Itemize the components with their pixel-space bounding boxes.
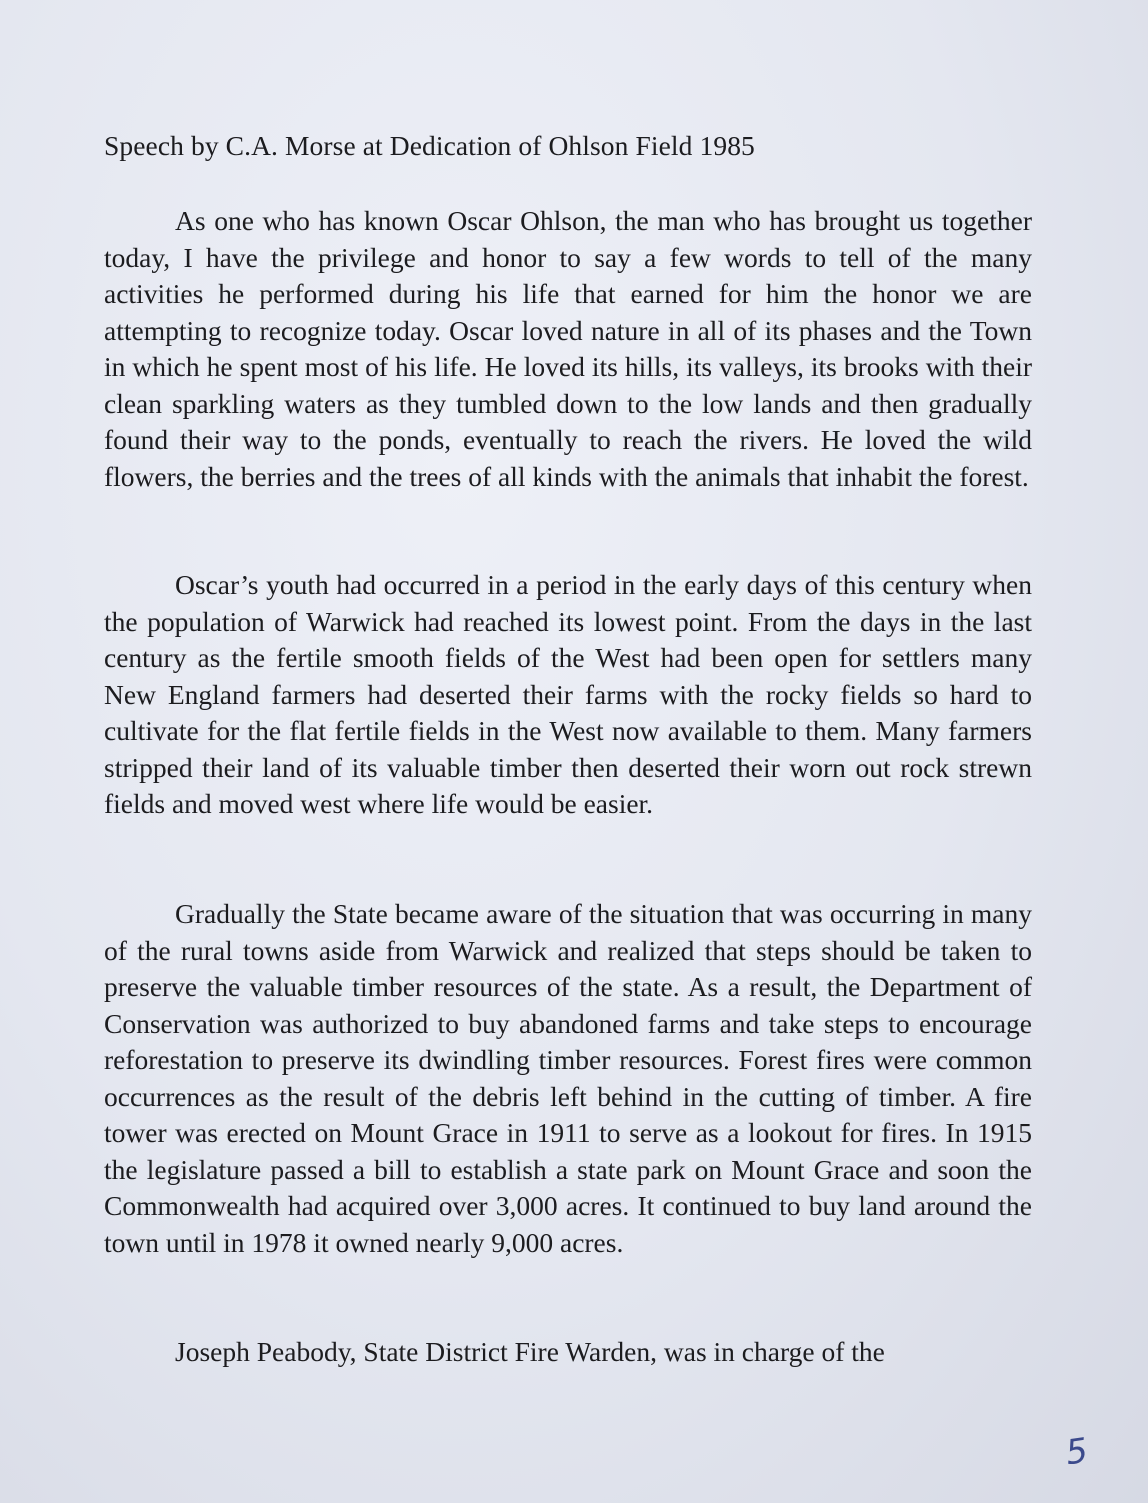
paragraph-3: Gradually the State became aware of the situation that was occurring in many of the rural towns aside from Warwick and realized that steps should be taken to preserve the valuable timber resources of the state. As a result, the Department of Conservation was authorized to buy abandoned farms and take steps to encourage reforestation to preserve its dwindling timber resources. Forest fires were common occurrences as the result of the debris left behind in the cutting of timber. A fire tower was erected on Mount Grace in 1911 to serve as a lookout for fires. In 1915 the legislature passed a bill to establish a state park on Mount Grace and soon the Commonwealth had acquired over 3,000 acres. It continued to buy land around the town until in 1978 it owned nearly 9,000 acres. [104,898,1032,1258]
paragraph-2: Oscar’s youth had occurred in a period in the early days of this century when the population of Warwick had reached its lowest point. From the days in the last century as the fertile smooth fields of the West had been open for settlers many New England farmers had deserted their farms with the rocky fields so hard to cultivate for the flat fertile fields in the West now available to them. Many farmers stripped their land of its valuable timber then deserted their worn out rock strewn fields and moved west where life would be easier. [104,569,1032,819]
paragraph-4: Joseph Peabody, State District Fire Warden, was in charge of the [175,1336,885,1367]
paragraph-1: As one who has known Oscar Ohlson, the man who has brought us together today, I have the privilege and honor to say a few words to tell of the many activities he performed during his life that earned for him the honor we are attempting to recognize today. Oscar loved nature in all of its phases and the Town in which he spent most of his life. He loved its hills, its valleys, its brooks with their clean sparkling waters as they tumbled down to the low lands and then gradually found their way to the ponds, eventually to reach the rivers. He loved the wild flowers, the berries and the trees of all kinds with the animals that inhabit the forest. [104,205,1032,492]
handwritten-page-number: 5 [1063,1430,1091,1474]
document-title: Speech by C.A. Morse at Dedication of Ohlson Field 1985 [104,130,755,161]
